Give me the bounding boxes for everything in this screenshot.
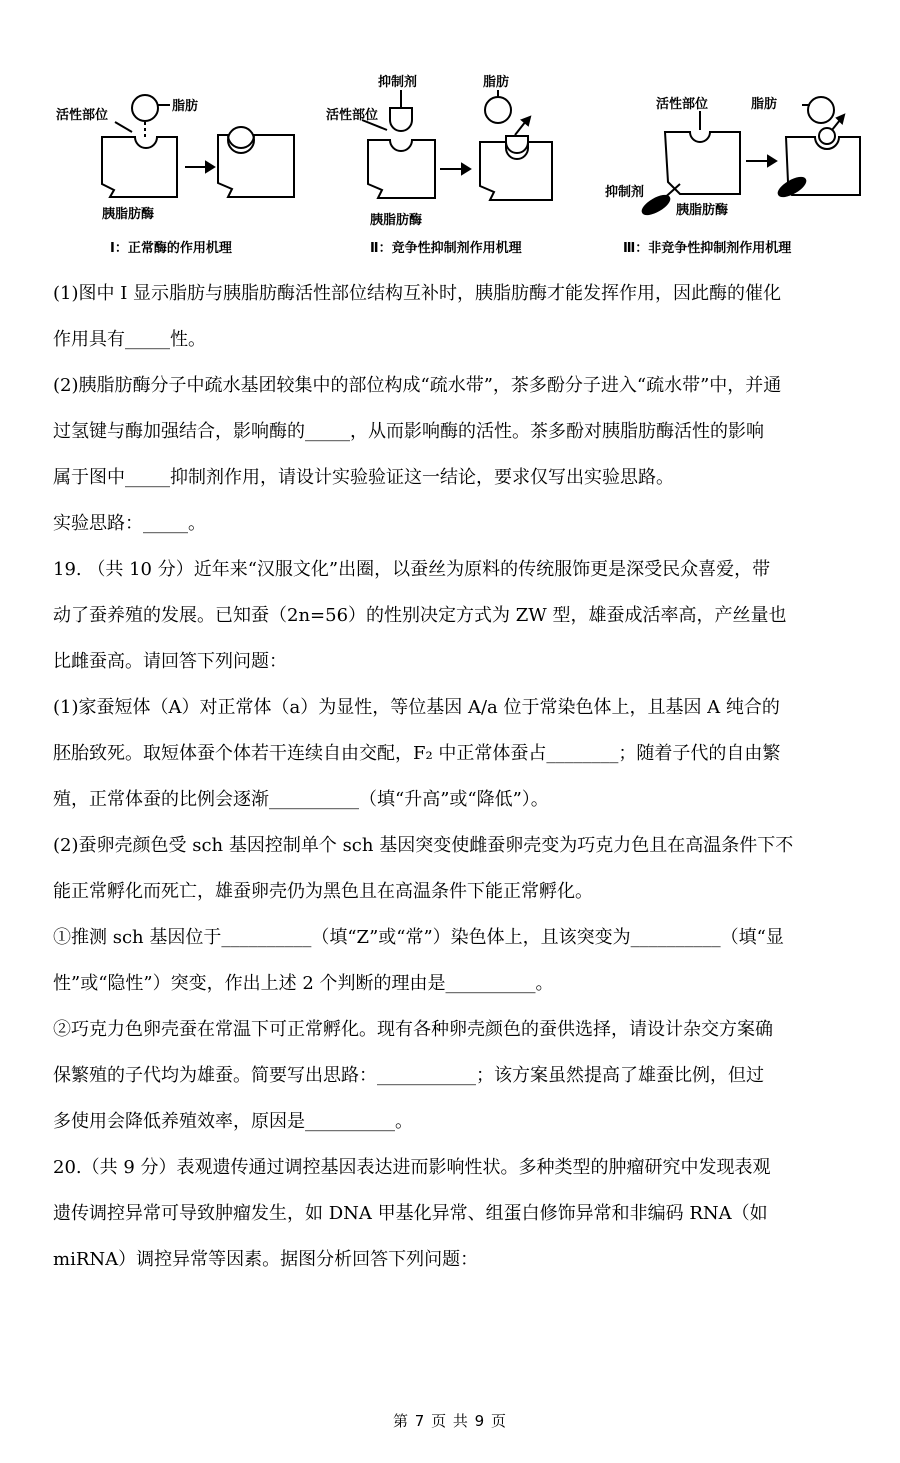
text-line: (1)家蚕短体（A）对正常体（a）为显性，等位基因 A/a 位于常染色体上，且基因 A 纯合的 — [53, 697, 780, 718]
text-line: (1)图中 I 显示脂肪与胰脂肪酶活性部位结构互补时，胰脂肪酶才能发挥作用，因此酶的催化 — [53, 283, 782, 304]
text-line: miRNA）调控异常等因素。据图分析回答下列问题： — [53, 1249, 479, 1270]
panel3-active-site-label: 活性部位 — [656, 97, 709, 112]
text-line: (2)蚕卵壳颜色受 sch 基因控制单个 sch 基因突变使雌蚕卵壳变为巧克力色且在高温条件下不 — [53, 835, 794, 856]
text-line: 多使用会降低养殖效率，原因是__________。 — [53, 1111, 413, 1132]
fat-molecule — [132, 95, 158, 121]
enzyme-shape — [102, 137, 177, 197]
text-line: 属于图中_____抑制剂作用，请设计实验验证这一结论，要求仅写出实验思路。 — [53, 467, 674, 488]
panel1-fat-label: 脂肪 — [172, 99, 199, 114]
panel1-enzyme-label: 胰脂肪酶 — [102, 207, 155, 222]
enzyme-mechanism-figure — [40, 62, 880, 268]
question-text — [53, 271, 853, 1283]
text-line: 19. （共 10 分）近年来“汉服文化”出圈，以蚕丝为原料的传统服饰更是深受民众喜爱，带 — [53, 559, 771, 580]
fat-molecule-2 — [485, 97, 511, 123]
text-line: 胚胎致死。取短体蚕个体若干连续自由交配，F₂ 中正常体蚕占________；随着子代的自由繁 — [53, 743, 781, 764]
panel3-caption: Ⅲ：非竞争性抑制剂作用机理 — [623, 241, 792, 256]
text-line: 能正常孵化而死亡，雄蚕卵壳仍为黑色且在高温条件下能正常孵化。 — [53, 881, 593, 902]
panel1-active-site-label: 活性部位 — [56, 108, 109, 123]
text-line: 性”或“隐性”）突变，作出上述 2 个判断的理由是__________。 — [53, 973, 554, 994]
panel3-enzyme-label: 胰脂肪酶 — [676, 203, 729, 218]
panel2-enzyme-label: 胰脂肪酶 — [370, 213, 423, 228]
panel2-inhibitor-label: 抑制剂 — [378, 75, 418, 90]
text-line: 比雌蚕高。请回答下列问题： — [53, 651, 287, 672]
text-line: (2)胰脂肪酶分子中疏水基团较集中的部位构成“疏水带”，茶多酚分子进入“疏水带”中，并通 — [53, 375, 782, 396]
text-line: 实验思路：_____。 — [53, 513, 206, 534]
panel-noncompetitive-inhibitor — [640, 97, 860, 218]
text-line: 遗传调控异常可导致肿瘤发生，如 DNA 甲基化异常、组蛋白修饰异常和非编码 RNA（如 — [53, 1203, 768, 1224]
text-line: ②巧克力色卵壳蚕在常温下可正常孵化。现有各种卵壳颜色的蚕供选择，请设计杂交方案确 — [53, 1019, 773, 1040]
text-line: 作用具有_____性。 — [53, 329, 206, 350]
page-footer: 第 7 页 共 9 页 — [393, 1412, 507, 1430]
panel-competitive-inhibitor — [362, 90, 552, 200]
panel1-caption: Ⅰ：正常酶的作用机理 — [110, 241, 232, 256]
text-line: 过氢键与酶加强结合，影响酶的_____，从而影响酶的活性。茶多酚对胰脂肪酶活性的影响 — [53, 421, 764, 442]
inhibitor-shape — [390, 108, 412, 131]
panel2-fat-label: 脂肪 — [483, 75, 510, 90]
text-line: 动了蚕养殖的发展。已知蚕（2n=56）的性别决定方式为 ZW 型，雄蚕成活率高，产丝量也 — [53, 605, 787, 626]
text-line: ①推测 sch 基因位于__________（填“Z”或“常”）染色体上，且该突变为__________（填“显 — [53, 927, 784, 948]
panel2-caption: Ⅱ：竞争性抑制剂作用机理 — [370, 241, 522, 256]
text-line: 殖，正常体蚕的比例会逐渐__________（填“升高”或“降低”）。 — [53, 789, 549, 810]
text-line: 保繁殖的子代均为雄蚕。简要写出思路：___________；该方案虽然提高了雄蚕比例，但过 — [53, 1065, 764, 1086]
fat-molecule-3 — [808, 97, 834, 123]
panel3-fat-label: 脂肪 — [751, 97, 778, 112]
panel3-inhibitor-label: 抑制剂 — [605, 185, 645, 200]
panel2-active-site-label: 活性部位 — [326, 108, 379, 123]
text-line: 20.（共 9 分）表观遗传通过调控基因表达进而影响性状。多种类型的肿瘤研究中发现表观 — [53, 1157, 771, 1178]
